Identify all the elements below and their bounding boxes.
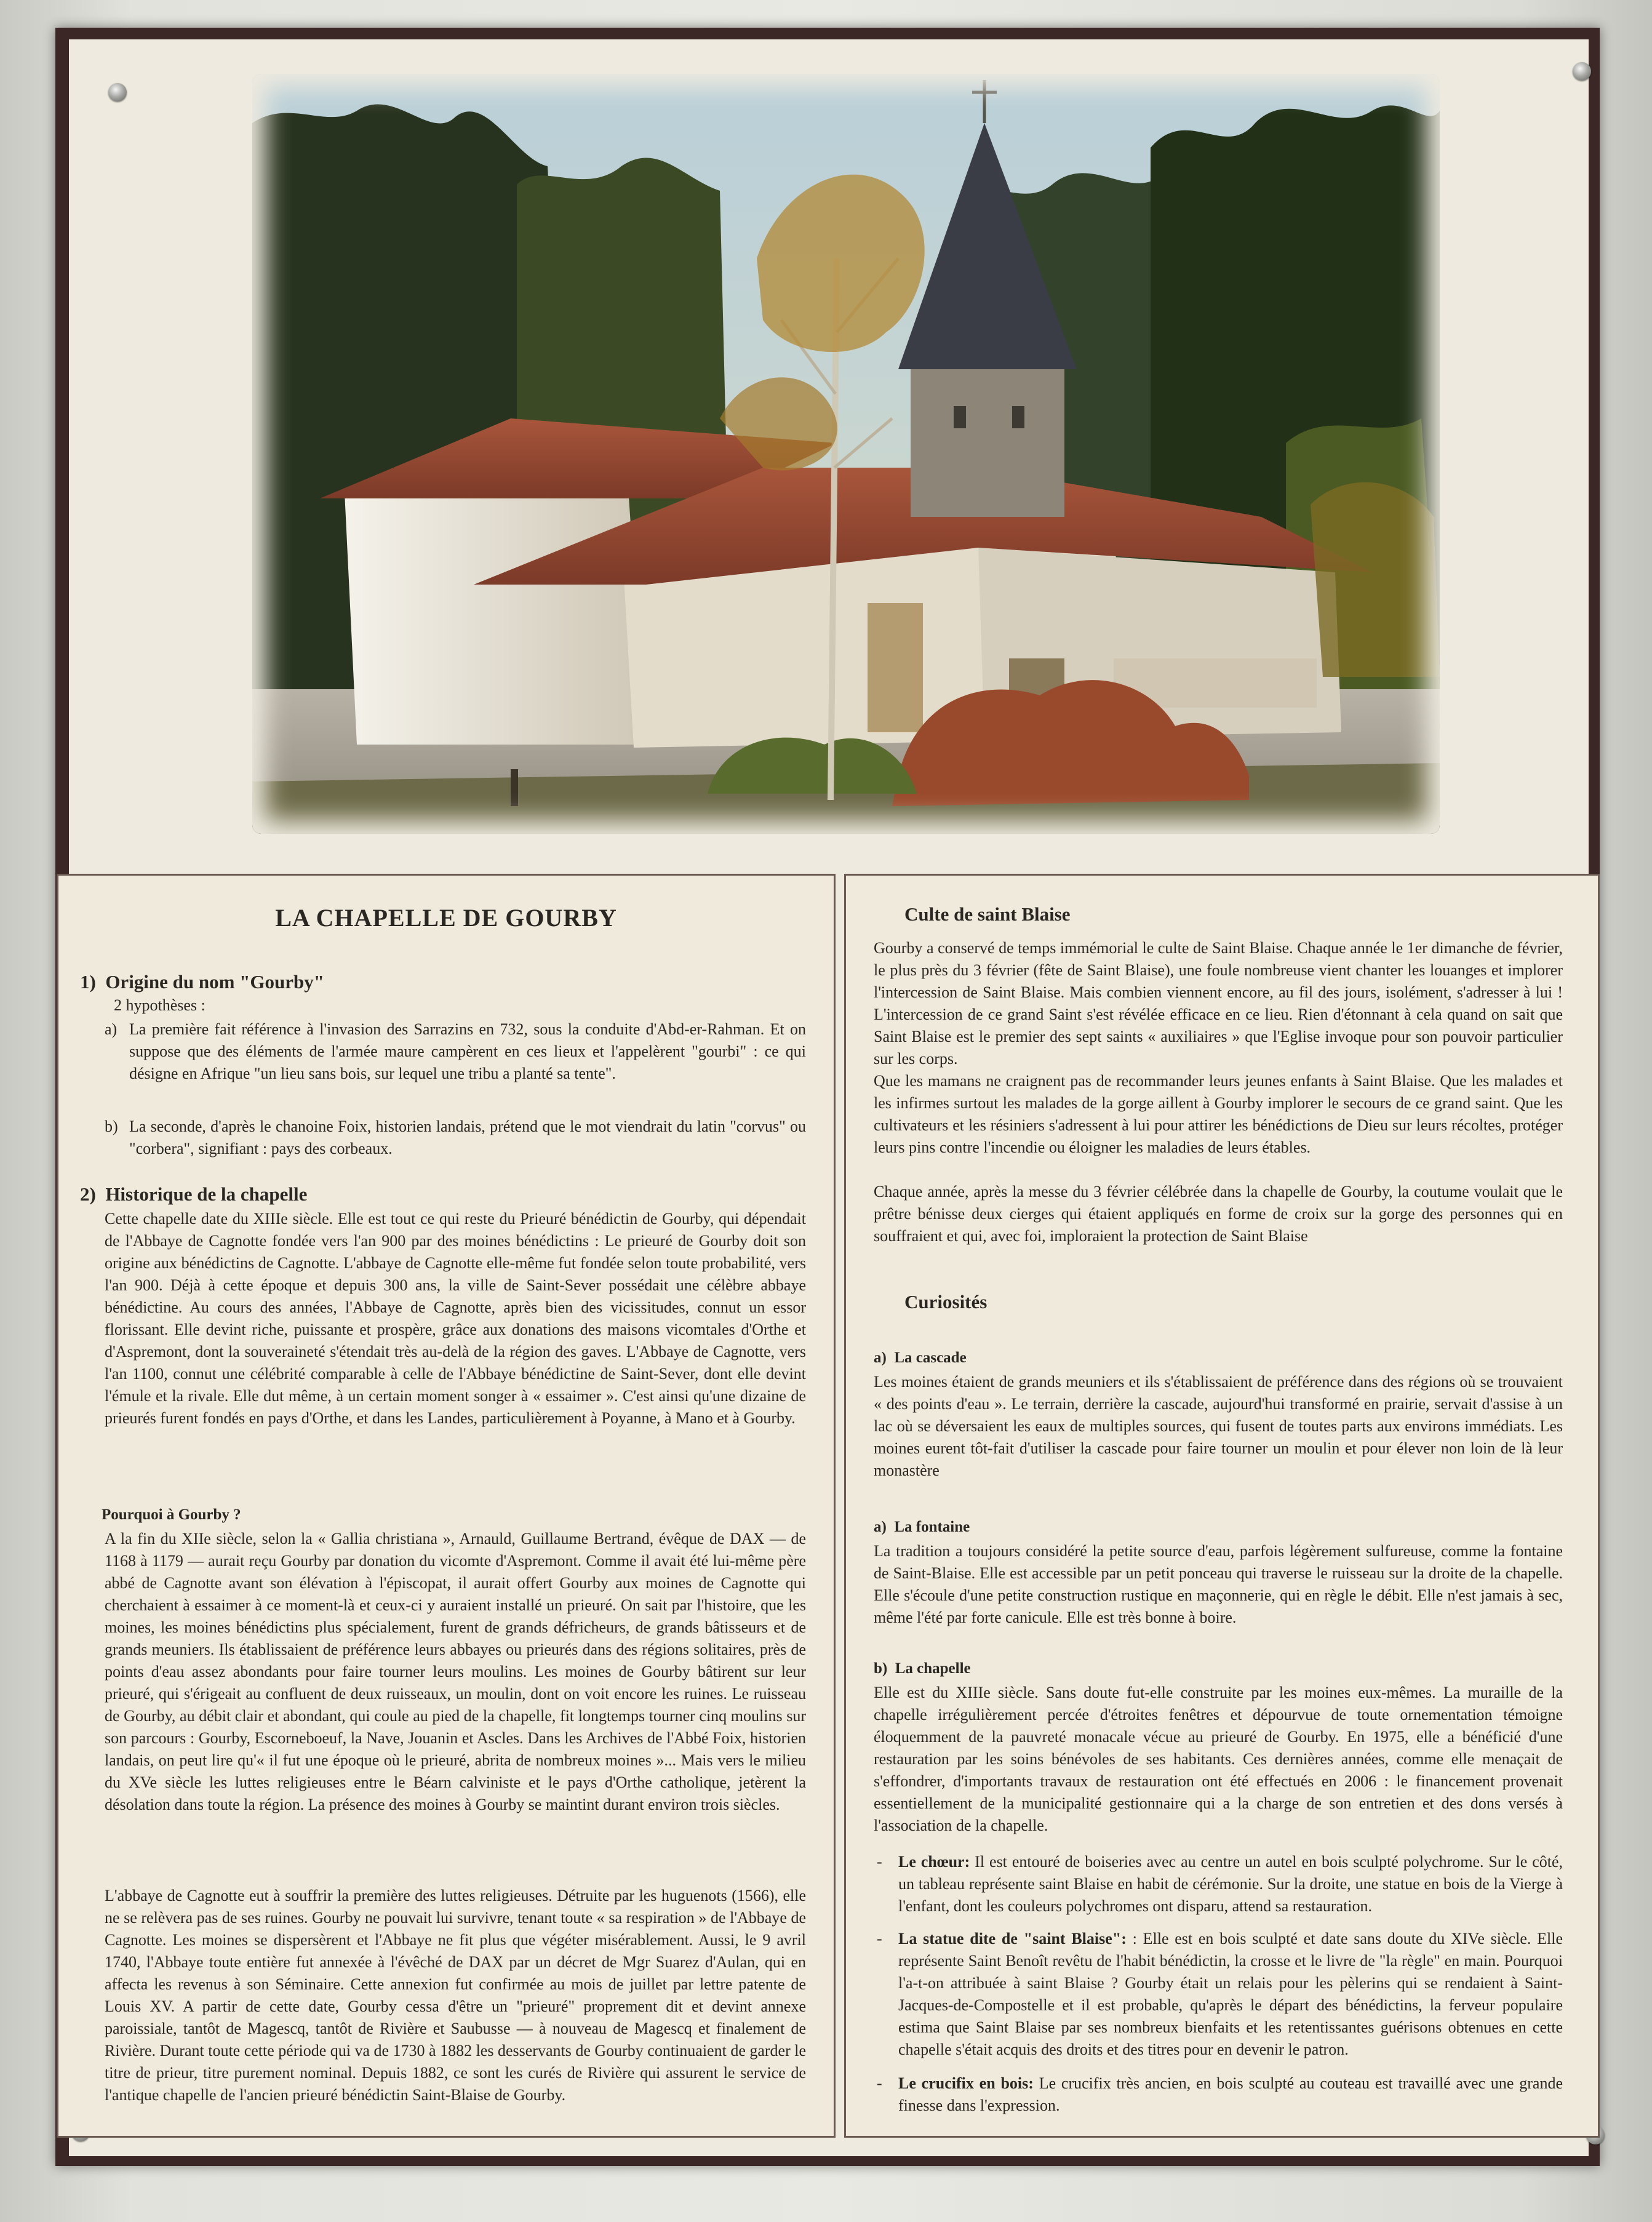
section3-text1: A la fin du XIIe siècle, selon la « Gallia christiana », Arnauld, Guillaume Bertrand, évêque de DAX — de 1168 à 1179 — aurait reçu Gourby par donation du vicomte d'Aspremont. Comme il avait été lui-même père abbé de Cagnotte avant son élévation à l'épiscopat, il aurait offert Gourby aux moines de Cagnotte qui cherchaient à essaimer à ce moment-là et ceux-ci y auraient installé un prieuré. On sait par l'histoire, que les moines, les moines bénédictins plus spécialement, furent de grands défricheurs, de grands bâtisseurs et de grands meuniers. Ils établissaient de préférence leurs abbayes ou prieurés dans des régions solitaires, près de points d'eau assez abondants pour faire tourner leurs moulins. Les moines de Gourby bâtirent sur leur prieuré, qui s'érigeait au confluent de deux ruisseaux, un moulin, dont on voit encore les ruines. Le ruisseau de Gourby, au débit clair et abondant, qui coule au pied de la chapelle, fit longtemps tourner cinq moulins sur son parcours : Gourby, Escorneboeuf, la Nave, Jouanin et Ascles. Dans les Archives de l'Abbé Foix, historien landais, on peut lire qu'« il fut une époque où le prieuré, abrita de nombreux moines »... Mais vers le milieu du XVe siècle les luttes religieuses entre le Béarn calviniste et le pays d'Orthe catholique, jetèrent la désolation dans toute la région. La présence des moines à Gourby se maintint durant environ trois siècles. <box>105 1530 806 1813</box>
culte-paragraph-2: Que les mamans ne craignent pas de recommander leurs jeunes enfants à Saint Blaise. Que les malades et les infirmes surtout les malades de la gorge aillent à Gourby implorer le secours de ce grand saint. Que les cultivateurs et les résiniers s'adressent à lui pour attirer les bénédictions de Dieu sur leurs récoltes, protéger leurs pins contre l'incendie ou éloigner les maladies de leurs étables. <box>874 1072 1563 1156</box>
list-item: La seconde, d'après le chanoine Foix, historien landais, prétend que le mot viendrait du latin "corvus" ou "corbera", signifiant : pays des corbeaux. <box>129 1117 806 1157</box>
section2-heading: 2) Historique de la chapelle <box>80 1183 308 1205</box>
curiosites-heading: Curiosités <box>904 1291 988 1313</box>
screw-icon <box>1573 62 1591 81</box>
section3-heading: Pourquoi à Gourby ? <box>102 1506 241 1523</box>
chapelle-text: Elle est du XIIIe siècle. Sans doute fut-elle construite par les moines eux-mêmes. La muraille de la chapelle irrégulièrement percée d'étroites fenêtres et dépourvue de toute ornementation témoigne éloquemment de la pauvreté monacale vécue au prieuré de Gourby. En 1975, elle a bénéficié d'une restauration par les soins bénévoles de ses habitants. Ces dernières années, comme elle menaçait de s'effondrer, d'importants travaux de restauration ont été effectués en 2006 : le financement provenait essentiellement de la municipalité gestionnaire qui a la charge de son entretien et des dons versés à l'association de la chapelle. <box>874 1684 1563 1834</box>
list-marker: b) <box>105 1117 118 1135</box>
section1-intro: 2 hypothèses : <box>114 996 206 1014</box>
bullet-text: : Elle est en bois sculpté et date sans doute du XIVe siècle. Elle représente Saint Benoît revêtu de l'habit bénédictin, la crosse et le livre de "la règle" en main. Pourquoi l'a-t-on attribuée à saint Blaise ? Gourby était un relais pour les pèlerins qui se rendaient à Saint-Jacques-de-Compostelle et il est probable, qu'après le départ des bénédictins, la ferveur populaire estima que Saint Blaise par ses nombreux bienfaits et les retentissantes guérisons obtenues en cette chapelle s'était acquis des droits et des titres pour en devenir le patron. <box>898 1930 1563 2058</box>
screw-icon <box>108 83 127 102</box>
section1-heading: 1) Origine du nom "Gourby" <box>80 971 324 993</box>
bullet-text: Le crucifix très ancien, en bois sculpté au couteau est travaillé avec une grande finesse dans l'expression. <box>898 2074 1563 2114</box>
cascade-heading: a) La cascade <box>874 1349 967 1366</box>
fontaine-heading: a) La fontaine <box>874 1519 970 1535</box>
chapelle-heading: b) La chapelle <box>874 1660 971 1677</box>
culte-paragraph-1: Gourby a conservé de temps immémorial le culte de Saint Blaise. Chaque année le 1er dimanche de février, le plus près du 3 février (fête de Saint Blaise), une foule nombreuse vient chanter les louanges et implorer l'intercession de Saint Blaise. Mais combien viennent encore, au fil des jours, isolément, s'adresser à lui ! L'intercession de ce grand Saint s'est révélée efficace en ce lieu. Rien d'étonnant à cela quand on sait que Saint Blaise est le premier des sept saints « auxiliaires » que l'Eglise invoque pour son pouvoir particulier sur les corps. <box>874 939 1563 1068</box>
bullet-lead: Le chœur: <box>898 1853 970 1871</box>
page-title: LA CHAPELLE DE GOURBY <box>275 904 617 932</box>
bullet-marker: - <box>877 2074 882 2092</box>
bullet-item <box>898 1851 1563 1917</box>
list-marker: a) <box>105 1020 118 1038</box>
fontaine-text: La tradition a toujours considéré la petite source d'eau, parfois légèrement sulfureuse, comme la fontaine de Saint-Blaise. Elle est accessible par un petit ponceau qui traverse le ruisseau sur la droite de la chapelle. Elle s'écoule d'une petite construction rustique en maçonnerie, qui en règle le débit. Elle n'est jamais à sec, même l'été par forte canicule. Elle est très bonne à boire. <box>874 1542 1563 1626</box>
section2-text: Cette chapelle date du XIIIe siècle. Elle est tout ce qui reste du Prieuré bénédictin de Gourby, qui dépendait de l'Abbaye de Cagnotte fondée vers l'an 900 par des moines bénédictins : Le prieuré de Gourby doit son origine aux bénédictins de Cagnotte. L'abbaye de Cagnotte elle-même fut fondée selon toute probabilité, vers l'an 900. Déjà à cette époque et depuis 300 ans, la ville de Saint-Sever possédait une célèbre abbaye bénédictine. Au cours des années, l'Abbaye de Cagnotte, après bien des vicissitudes, connut un essor florissant. Elle devint riche, puissante et prospère, grâce aux donations des maisons vicomtales d'Orthe et d'Aspremont, dont la souveraineté s'étendait très au-delà de la région des gaves. L'Abbaye de Cagnotte, vers l'an 1100, connut une célébrité comparable à celle de l'Abbaye bénédictine de Saint-Sever, dont elle devint l'émule et la rivale. Elle dut même, à un certain moment songer à « essaimer ». C'est ainsi qu'une dizaine de prieurés furent fondés en pays d'Orthe, et dans les Landes, particulièrement à Poyanne, à Mano et à Gourby. <box>105 1210 806 1427</box>
right-text-panel <box>844 874 1600 2138</box>
bullet-text: Il est entouré de boiseries avec au centre un autel en bois sculpté polychrome. Sur le côté, un tableau représente saint Blaise en habit de cérémonie. Sur la droite, une statue en bois de la Vierge à l'enfant, dont les couleurs polychromes ont disparu, attend sa restauration. <box>898 1853 1563 1915</box>
chapel-photo <box>252 74 1440 834</box>
bullet-marker: - <box>877 1853 882 1871</box>
bullet-lead: La statue dite de "saint Blaise": <box>898 1930 1127 1948</box>
section3-text2: L'abbaye de Cagnotte eut à souffrir la première des luttes religieuses. Détruite par les huguenots (1566), elle ne se relèvera pas de ses ruines. Gourby ne pouvait lui survivre, tenant toute « sa respiration » de l'Abbaye de Cagnotte. Les moines se dispersèrent et l'Abbaye ne fit plus que végéter misérablement. Aussi, le 9 avril 1740, l'Abbaye toute entière fut annexée à l'évêché de DAX par un décret de Mgr Suarez d'Aulan, qui en affecta les revenus à son Séminaire. Cette annexion fut confirmée au mois de juillet par lettre patente de Louis XV. A partir de cette date, Gourby cessa d'être un "prieuré" proprement dit et devint annexe paroissiale, tantôt de Magescq, tantôt de Rivière et Saubusse — à nouveau de Magescq et finalement de Rivière. Durant toute cette période qui va de 1730 à 1882 les desservants de Gourby continuaient de garder le titre de prieur, titre purement nominal. Depuis 1882, ce sont les curés de Rivière qui assurent le service de l'antique chapelle de l'ancien prieuré bénédictin Saint-Blaise de Gourby. <box>105 1887 807 2104</box>
bullet-lead: Le crucifix en bois: <box>898 2074 1034 2092</box>
bullet-item <box>898 2072 1563 2117</box>
bullet-item <box>898 1928 1563 2061</box>
culte-paragraph-3: Chaque année, après la messe du 3 février célébrée dans la chapelle de Gourby, la coutume voulait que le prêtre bénisse deux cierges qui étaient appliqués en forme de croix sur la gorge des personnes qui en souffraient et qui, avec foi, imploraient la protection de Saint Blaise <box>874 1183 1563 1245</box>
list-item: La première fait référence à l'invasion des Sarrazins en 732, sous la conduite d'Abd-er-Rahman. Et on suppose que des éléments de l'armée maure campèrent en ces lieux et l'appelèrent "gourbi" : ce qui désigne en Afrique "un lieu sans bois, sur lequel une tribu a planté sa tente". <box>129 1020 806 1082</box>
left-text-panel <box>57 874 836 2138</box>
cascade-text: Les moines étaient de grands meuniers et ils s'établissaient de préférence dans des régions où se trouvaient « des points d'eau ». Le terrain, derrière la cascade, aujourd'hui transformé en prairie, servait d'assise à un lac où se déversaient les eaux de multiples sources, qui fusent de toutes parts aux environs immédiats. Les moines eurent tôt-fait d'utiliser la cascade pour faire tourner un moulin et pour élever non loin de là leur monastère <box>874 1373 1563 1479</box>
bullet-marker: - <box>877 1930 882 1948</box>
culte-heading: Culte de saint Blaise <box>904 903 1071 925</box>
